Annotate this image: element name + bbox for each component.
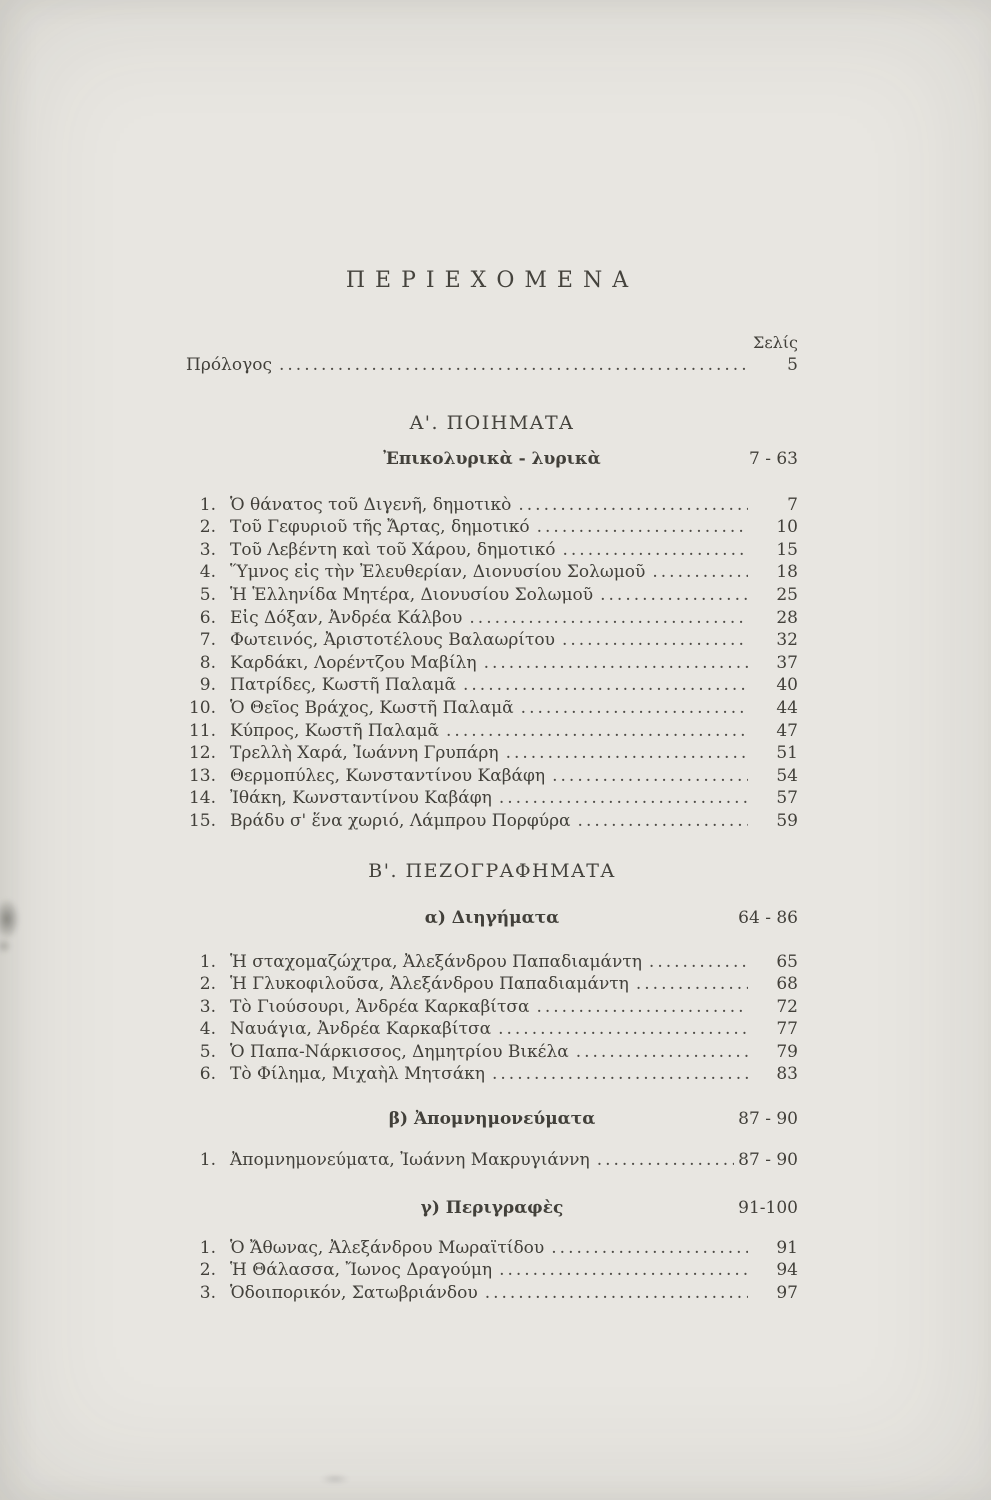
dot-leader bbox=[597, 1149, 734, 1172]
entry-title: Ἡ Ἑλληνίδα Μητέρα, Διονυσίου Σολωμοῦ bbox=[230, 584, 594, 605]
scan-smudge bbox=[0, 898, 20, 940]
toc-list-poems bbox=[186, 494, 798, 833]
toc-entry bbox=[186, 561, 798, 584]
dot-leader bbox=[652, 561, 748, 584]
toc-entry bbox=[186, 1149, 798, 1172]
entry-title: Ὁ Θεῖος Βράχος, Κωστῆ Παλαμᾶ bbox=[230, 697, 514, 718]
entry-page: 79 bbox=[776, 1041, 798, 1062]
subsection-heading-epicolyric bbox=[186, 448, 798, 470]
dot-leader bbox=[499, 787, 748, 810]
entry-number: 4. bbox=[199, 562, 216, 583]
entry-number: 11. bbox=[188, 720, 216, 741]
dot-leader bbox=[498, 1018, 748, 1041]
dot-leader bbox=[492, 1063, 748, 1086]
toc-entry bbox=[186, 996, 798, 1019]
dot-leader bbox=[600, 584, 748, 607]
entry-page: 72 bbox=[776, 996, 798, 1017]
prologue-entry bbox=[186, 354, 798, 377]
entry-page: 47 bbox=[776, 720, 798, 741]
entry-title: Ἀπομνημονεύματα, Ἰωάννη Μακρυγιάννη bbox=[230, 1150, 590, 1171]
entry-number: 3. bbox=[199, 1282, 216, 1303]
dot-leader bbox=[536, 996, 748, 1019]
entry-title: Ὕμνος εἰς τὴν Ἐλευθερίαν, Διονυσίου Σολωμοῦ bbox=[230, 562, 646, 583]
subsection-title: Ἐπικολυρικὰ - λυρικὰ bbox=[383, 448, 601, 469]
entry-number: 3. bbox=[199, 996, 216, 1017]
toc-entry bbox=[186, 1259, 798, 1282]
toc-entry bbox=[186, 742, 798, 765]
toc-entry bbox=[186, 951, 798, 974]
entry-title: Κύπρος, Κωστῆ Παλαμᾶ bbox=[230, 720, 440, 741]
entry-page: 7 bbox=[787, 494, 798, 515]
section-heading-prose: Β'. ΠΕΖΟΓΡΑΦΗΜΑΤΑ bbox=[368, 859, 616, 882]
page-title: ΠΕΡΙΕΧΟΜΕΝΑ bbox=[345, 268, 639, 293]
entry-title: Ἡ σταχομαζώχτρα, Ἀλεξάνδρου Παπαδιαμάντη bbox=[230, 951, 642, 972]
dot-leader bbox=[562, 629, 748, 652]
entry-number: 1. bbox=[199, 1237, 216, 1258]
entry-title: Καρδάκι, Λορέντζου Μαβίλη bbox=[230, 652, 477, 673]
entry-page: 97 bbox=[776, 1282, 798, 1303]
toc-entry bbox=[186, 973, 798, 996]
toc-entry bbox=[186, 539, 798, 562]
entry-number: 1. bbox=[199, 1150, 216, 1171]
entry-page: 91 bbox=[776, 1237, 798, 1258]
entry-page: 15 bbox=[776, 539, 798, 560]
group-title: α) Διηγήματα bbox=[424, 907, 560, 928]
entry-page: 25 bbox=[776, 584, 798, 605]
dot-leader bbox=[578, 810, 748, 833]
entry-number: 1. bbox=[199, 494, 216, 515]
entry-page: 68 bbox=[776, 974, 798, 995]
entry-number: 3. bbox=[199, 539, 216, 560]
toc-entry bbox=[186, 494, 798, 517]
group-heading-memoirs bbox=[186, 1108, 798, 1130]
entry-title: Ἰθάκη, Κωνσταντίνου Καβάφη bbox=[230, 788, 492, 809]
entry-page: 87 - 90 bbox=[738, 1150, 798, 1171]
entry-number: 2. bbox=[199, 517, 216, 538]
dot-leader bbox=[636, 973, 748, 996]
entry-title: Θερμοπύλες, Κωνσταντίνου Καβάφη bbox=[230, 765, 546, 786]
group-title: β) Ἀπομνημονεύματα bbox=[388, 1109, 596, 1130]
toc-entry bbox=[186, 674, 798, 697]
entry-number: 2. bbox=[199, 1260, 216, 1281]
toc-entry bbox=[186, 1063, 798, 1086]
entry-title: Ὁ θάνατος τοῦ Διγενῆ, δημοτικὸ bbox=[230, 494, 512, 515]
entry-page: 65 bbox=[776, 951, 798, 972]
entry-number: 9. bbox=[199, 675, 216, 696]
entry-page: 77 bbox=[776, 1019, 798, 1040]
dot-leader bbox=[485, 1282, 748, 1305]
entry-number: 6. bbox=[199, 1064, 216, 1085]
scan-smudge bbox=[0, 938, 12, 954]
entry-title: Πρόλογος bbox=[186, 355, 272, 375]
toc-entry bbox=[186, 652, 798, 675]
entry-page: 83 bbox=[776, 1064, 798, 1085]
entry-number: 14. bbox=[188, 788, 216, 809]
entry-title: Εἰς Δόξαν, Ἀνδρέα Κάλβου bbox=[230, 607, 463, 628]
group-page-range: 87 - 90 bbox=[738, 1109, 798, 1130]
entry-page: 40 bbox=[776, 675, 798, 696]
group-heading-descriptions bbox=[186, 1197, 798, 1219]
entry-page: 51 bbox=[776, 743, 798, 764]
subsection-page-range: 7 - 63 bbox=[749, 448, 798, 469]
entry-number: 8. bbox=[199, 652, 216, 673]
toc-entry bbox=[186, 629, 798, 652]
entry-title: Τὸ Φίλημα, Μιχαὴλ Μητσάκη bbox=[230, 1064, 485, 1085]
dot-leader bbox=[521, 697, 748, 720]
entry-page: 94 bbox=[776, 1260, 798, 1281]
toc-entry bbox=[186, 787, 798, 810]
dot-leader bbox=[649, 951, 748, 974]
entry-title: Ναυάγια, Ἀνδρέα Καρκαβίτσα bbox=[230, 1019, 492, 1040]
dot-leader bbox=[446, 720, 748, 743]
entry-page: 32 bbox=[776, 630, 798, 651]
entry-number: 1. bbox=[199, 951, 216, 972]
entry-page: 28 bbox=[776, 607, 798, 628]
dot-leader bbox=[563, 539, 749, 562]
dot-leader bbox=[537, 516, 748, 539]
entry-page: 5 bbox=[787, 355, 798, 375]
entry-page: 59 bbox=[776, 810, 798, 831]
toc-list-descriptions bbox=[186, 1237, 798, 1305]
dot-leader bbox=[576, 1041, 748, 1064]
entry-title: Τοῦ Λεβέντη καὶ τοῦ Χάρου, δημοτικό bbox=[230, 539, 556, 560]
page-column-label: Σελίς bbox=[753, 333, 798, 352]
entry-number: 15. bbox=[188, 810, 216, 831]
toc-entry bbox=[186, 810, 798, 833]
toc-entry bbox=[186, 765, 798, 788]
entry-number: 4. bbox=[199, 1019, 216, 1040]
entry-number: 5. bbox=[199, 584, 216, 605]
entry-page: 57 bbox=[776, 788, 798, 809]
dot-leader bbox=[469, 607, 748, 630]
toc-entry bbox=[186, 607, 798, 630]
toc-entry bbox=[186, 1282, 798, 1305]
entry-title: Ὁ Παπα-Νάρκισσος, Δημητρίου Βικέλα bbox=[230, 1041, 569, 1062]
entry-page: 37 bbox=[776, 652, 798, 673]
dot-leader bbox=[518, 494, 748, 517]
entry-number: 5. bbox=[199, 1041, 216, 1062]
entry-number: 13. bbox=[188, 765, 216, 786]
group-heading-stories bbox=[186, 907, 798, 929]
toc-entry bbox=[186, 584, 798, 607]
dot-leader bbox=[551, 1237, 748, 1260]
entry-title: Ἡ Γλυκοφιλοῦσα, Ἀλεξάνδρου Παπαδιαμάντη bbox=[230, 974, 629, 995]
entry-number: 2. bbox=[199, 974, 216, 995]
toc-entry bbox=[186, 697, 798, 720]
entry-number: 6. bbox=[199, 607, 216, 628]
scan-smudge bbox=[320, 1474, 350, 1484]
entry-title: Τὸ Γιούσουρι, Ἀνδρέα Καρκαβίτσα bbox=[230, 996, 530, 1017]
dot-leader bbox=[463, 674, 748, 697]
group-title: γ) Περιγραφὲς bbox=[420, 1197, 564, 1218]
toc-entry bbox=[186, 1041, 798, 1064]
entry-title: Ὁ Ἄθωνας, Ἀλεξάνδρου Μωραϊτίδου bbox=[230, 1237, 545, 1258]
entry-title: Ὁδοιπορικόν, Σατωβριάνδου bbox=[230, 1282, 478, 1303]
entry-page: 10 bbox=[776, 517, 798, 538]
group-page-range: 64 - 86 bbox=[738, 907, 798, 928]
toc-list-memoirs bbox=[186, 1149, 798, 1172]
dot-leader bbox=[499, 1259, 748, 1282]
entry-page: 18 bbox=[776, 562, 798, 583]
group-page-range: 91-100 bbox=[738, 1197, 798, 1218]
entry-title: Πατρίδες, Κωστῆ Παλαμᾶ bbox=[230, 675, 456, 696]
toc-entry bbox=[186, 720, 798, 743]
toc-page bbox=[186, 0, 798, 1304]
toc-entry bbox=[186, 1018, 798, 1041]
dot-leader bbox=[506, 742, 748, 765]
toc-list-stories bbox=[186, 951, 798, 1087]
toc-entry bbox=[186, 1237, 798, 1260]
entry-page: 54 bbox=[776, 765, 798, 786]
entry-title: Φωτεινός, Ἀριστοτέλους Βαλαωρίτου bbox=[230, 630, 555, 651]
entry-title: Βράδυ σ' ἕνα χωριό, Λάμπρου Πορφύρα bbox=[230, 810, 571, 831]
entry-title: Τρελλὴ Χαρά, Ἰωάννη Γρυπάρη bbox=[230, 743, 499, 764]
dot-leader bbox=[552, 765, 748, 788]
dot-leader bbox=[279, 354, 748, 377]
entry-number: 7. bbox=[199, 630, 216, 651]
entry-number: 10. bbox=[188, 697, 216, 718]
entry-title: Ἡ Θάλασσα, Ἴωνος Δραγούμη bbox=[230, 1260, 493, 1281]
toc-entry bbox=[186, 516, 798, 539]
entry-number: 12. bbox=[188, 743, 216, 764]
entry-title: Τοῦ Γεφυριοῦ τῆς Ἄρτας, δημοτικό bbox=[230, 517, 530, 538]
entry-page: 44 bbox=[776, 697, 798, 718]
section-heading-poems: Α'. ΠΟΙΗΜΑΤΑ bbox=[409, 411, 575, 434]
dot-leader bbox=[484, 652, 748, 675]
